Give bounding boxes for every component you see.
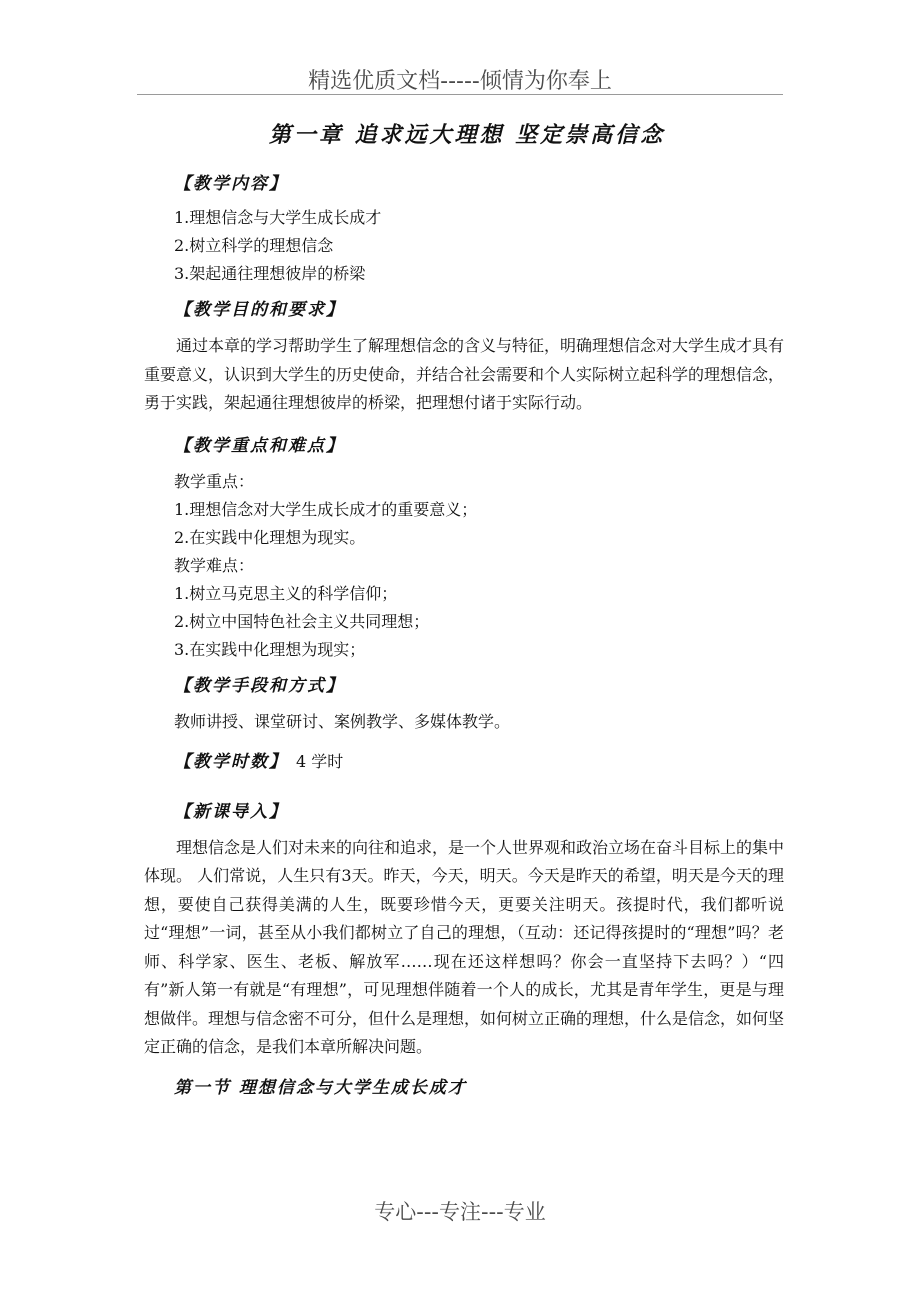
list-item: 3.架起通往理想彼岸的桥梁: [174, 264, 366, 283]
header-divider: [137, 94, 783, 95]
document-body: [144, 118, 785, 1102]
chapter-title: 第一章 追求远大理想 坚定崇高信念: [268, 122, 666, 148]
list-item: 1.理想信念与大学生成长成才: [174, 208, 382, 227]
list-item: 3.在实践中化理想为现实；: [174, 639, 366, 659]
section-heading-intro: 【新课导入】: [174, 801, 288, 822]
section-heading-keypoints: 【教学重点和难点】: [174, 435, 345, 456]
section-heading-hours: 【教学时数】: [174, 751, 288, 772]
section-heading-goals: 【教学目的和要求】: [174, 300, 345, 320]
list-item: 2.在实践中化理想为现实。: [174, 527, 366, 547]
hours-row: [174, 748, 784, 776]
section-heading-content: 【教学内容】: [174, 174, 288, 194]
list-item: 1.树立马克思主义的科学信仰；: [174, 583, 398, 603]
list-item: 1.理想信念对大学生成长成才的重要意义；: [174, 499, 478, 519]
methods-text: 教师讲授、课堂研讨、案例教学、多媒体教学。: [174, 711, 511, 731]
hours-value: 4 学时: [296, 751, 344, 771]
page-header: 精选优质文档-----倾情为你奉上: [308, 69, 612, 94]
difficult-label: 教学难点：: [174, 555, 255, 575]
key-label: 教学重点：: [174, 471, 255, 491]
page-footer: 专心---专注---专业: [374, 1200, 546, 1224]
keypoints-block: [174, 468, 784, 664]
intro-paragraph: 理想信念是人们对未来的向往和追求，是一个人世界观和政治立场在奋斗目标上的集中体现。 人们常说，人生只有3天。昨天，今天，明天。今天是昨天的希望，明天是今天的理想，要使自己获得美满的人生，既要珍惜今天，更要关注明天。孩提时代，我们都听说过“理想”一词，甚至从小我们都树立了自己的理想，（互动：还记得孩提时的“理想”吗？老师、科学家、医生、老板、解放军……现在还这样想吗？你会一直坚持下去吗？）“四有”新人第一有就是“有理想”，可见理想伴随着一个人的成长，尤其是青年学生，更是与理想做伴。理想与信念密不可分，但什么是理想，如何树立正确的理想，什么是信念，如何坚定正确的信念，是我们本章所解决问题。: [144, 837, 785, 1056]
content-list: [174, 204, 784, 288]
section-heading-methods: 【教学手段和方式】: [174, 675, 345, 696]
list-item: 2.树立中国特色社会主义共同理想；: [174, 611, 430, 631]
section-heading-section1: 第一节 理想信念与大学生成长成才: [174, 1077, 467, 1098]
list-item: 2.树立科学的理想信念: [174, 236, 334, 255]
goals-paragraph: 通过本章的学习帮助学生了解理想信念的含义与特征，明确理想信念对大学生成才具有重要意义，认识到大学生的历史使命，并结合社会需要和个人实际树立起科学的理想信念，勇于实践，架起通往理想彼岸的桥梁，把理想付诸于实际行动。: [144, 336, 785, 412]
